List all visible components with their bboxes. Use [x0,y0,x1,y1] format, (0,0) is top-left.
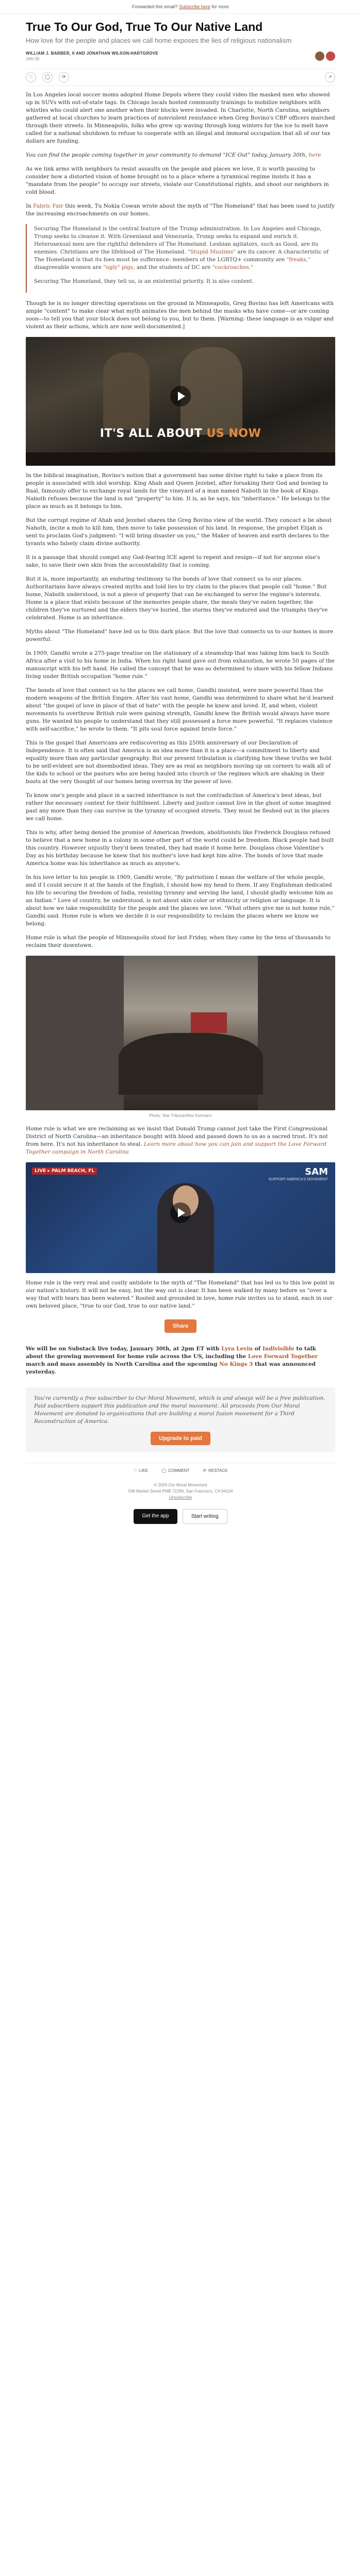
article [26,20,335,1524]
channel-logo-sub: SUPPORT AMERICA'S MOVEMENT [268,1178,328,1181]
restack-icon[interactable]: ⟳ [59,72,69,82]
paragraph: But it is, more importantly, an enduring testimony to the bonds of love that connect us to our places. Authoritarians have always created myths and told lies to try claim to the places that people call "home." But home, Naboth understood, is not a piece of property that can be exchanged to serve the regime's interests. Home is a place that exists because of the memories people share, the meals they've eaten together, the children they've nurtured and the elders they've buried, the storms they've endured and the triumphs they've celebrated. Home is an inheritance. [26,576,328,621]
play-icon[interactable] [170,1202,191,1223]
paragraph: But the corrupt regime of Ahab and Jezebel shares the Greg Bovino view of the world. They concoct a lie about Naboth, incite a mob to kill him, then move to take possession of his land. In response, the prophet Elijah is sent to proclaim God's judgment: "I will bring disaster on you," the Maker of heaven and earth declares to the tyrants who falsely claim divine authority. [26,517,332,547]
comment-icon[interactable]: ◯ [42,72,53,82]
paragraph-text: that was announced yesterday. [26,1361,316,1375]
publish-date: JAN 30 [26,57,40,61]
article-title[interactable]: True To Our God, True To Our Native Land [26,20,263,33]
quote-text: and the students of DC are [136,264,211,270]
quote-text: disagreeable women are [34,264,102,270]
share-icon[interactable]: ↗ [325,72,335,82]
video-figure [180,347,242,435]
paragraph-text: Home rule is what we are reclaiming as we insist that Donald Trump cannot just take the First Congressional District of North Carolina—an inheritance bought with blood and passed down to us as a sacred trust. It's not from here. It's not his inheritance to steal. [26,1126,328,1147]
paragraph [26,151,335,159]
minneapolis-photo[interactable] [26,956,335,1110]
subscribe-link[interactable]: Subscribe here [179,4,210,9]
photo-crowd [119,1033,263,1095]
photo-flag [191,1012,227,1033]
paragraph-text: march and mass assembly in North Carolina and the upcoming [26,1361,218,1367]
like-action[interactable] [134,1468,149,1473]
paragraph-text: to talk about the growing movement for home rule across the US, including the [26,1346,316,1360]
forward-text: Forwarded this email? [132,4,178,9]
paragraph-text: In [26,203,31,209]
app-bar [26,1509,335,1524]
quote-text: Securing The Homeland is the central feature of the Trump administration. In Los Angeles and Chicago, Trump seeks to cleanse it. With Greenland and Venezuela, Trump seeks to expand and enrich it. Heterosexual men are the rightful defenders of The Homeland. Lesbian agitators, such as Good, are its enemies. Christians are the lifeblood of The Homeland. [34,226,322,255]
paragraph-text: We will be on Substack live today, January 30th, at 2pm ET with [26,1346,220,1352]
paragraph: Though he is no longer directing operations on the ground in Minneapolis, Greg Bovino has left Americans with ample "content" to make clear what myth animates the men behind the masks who have come—or are coming soon—to tell you that your block does not belong to you, but to them. [Warning: these language is as vulgar and violent as their actions, which are now well-documented.] [26,300,334,330]
byline [26,51,335,61]
heart-icon: ♡ [133,1468,137,1473]
paragraph: Home rule is the very real and costly antidote to the myth of "The Homeland" that has led us to this low point in our nation's history. It will not be easy, but the way out is clear. It has been walked by many before us "over a way that with tears has been watered." Rooted and grounded in love, home rule invites us to stand, each in our own beloved place, "true to our God, true to our native land." [26,1280,335,1309]
paragraph: To know one's people and place in a sacred inheritance is not the contradiction of America's best ideas, but rather the necessary context for their fulfillment. Liberty and justice cannot live in the ghost of some imagined past any more than they can survive in the tyranny of occupied streets. They must be fleshed out in the places we call home. [26,792,331,822]
paragraph: In Los Angeles local soccer moms adopted Home Depots where they could video the masked men who showed up in SUVs with out-of-state tags. In Chicago locals hosted community trainings to mobilize neighbors with whistles who could alert one another when their blocks were invaded. In Charlotte, North Carolina, neighbors gathered at local churches to learn practices of nonviolent resistance when Greg Bovino's CBP officers marched through their streets. In Minneapolis, folks who grew up waving through long winters for the ice to melt have called for a national shutdown to refuse to cooperate with an illegal and immoral occupation that all of our tax dollars are funding. [26,92,335,144]
quote-link[interactable]: "Stupid Muslims" [187,249,236,255]
article-subtitle: How love for the people and places we call home exposes the lies of religious nationalism [26,37,292,44]
paragraph: Myths about "The Homeland" have led us to this dark place. But the love that connects us to our homes is more powerful. [26,629,334,642]
video-caption-part: IT'S ALL ABOUT [100,427,203,440]
video-stripe [26,452,335,466]
quote-text: are its cancer. A characteristic of The Homeland is that its foes must be sufferance: members of the LGBTQ+ community are [34,249,329,263]
comment-label: COMMENT [168,1468,190,1473]
address: 548 Market Street PMB 72296, San Francisco, CA 94104 [128,1489,233,1494]
photo-building [258,956,335,1110]
indivisible-link[interactable]: Indivisible [262,1346,294,1352]
paragraph-text: of [254,1346,261,1352]
get-app-button[interactable]: Get the app [134,1509,177,1524]
quote-paragraph: Securing The Homeland, they tell us, is an existential priority. It is also content. [34,278,254,284]
restack-action[interactable] [203,1468,227,1473]
forward-banner [0,0,361,14]
campaign-link[interactable]: Learn more about how you can join and support the Love Forward Together campaign in North Carolina [26,1141,327,1155]
unsubscribe-link[interactable]: Unsubscribe [169,1495,192,1500]
paragraph: In his love letter to his people in 1909, Gandhi wrote, "By patriotism I mean the welfare of the whole people, and if I could secure it at the hands of the English, I should bow my head to them. If any Englishman dedicated his life to securing the freedom of India, resisting tyranny and serving the land, I should gladly welcome him as an Indian." Love of country, he understood, is not about skin color or ethnicity or religion or language. It is about how we take responsibility for the people and the places we love. "What others give me is not home rule," Gandhi said. Home rule is when we decide it is our responsibility to reclaim the places where we know we belong. [26,874,335,927]
comment-action[interactable] [161,1468,189,1473]
quote-link[interactable]: "cockroaches." [212,264,253,270]
subscribe-text: You're currently a free subscriber to Our Moral Movement, which is and always will be a free publication. Paid subscribers support this publication and the moral movement. All proceeds from Our Moral Movement are donated to organizations that are building a moral fusion movement for a Third Reconstruction of America. [34,1395,325,1425]
footer-actions [26,1463,335,1478]
paragraph: It is a passage that should compel any God-fearing ICE agent to repent and resign—if not for anyone else's sake, to save their own skin from the accountability that is coming. [26,554,320,568]
quote-link[interactable]: "ugly" pigs, [103,264,135,270]
channel-logo: SAM [305,1166,328,1177]
share-area [26,1319,335,1333]
restack-label: RESTACK [208,1468,228,1473]
photo-caption: Photo: Star Tribune/Alex Kormann [149,1113,212,1118]
quote-link[interactable]: "freaks," [286,257,310,263]
restack-icon: ⟳ [203,1468,207,1473]
video-caption-overlay [26,427,335,440]
embedded-video[interactable] [26,337,335,466]
lyra-levin-link[interactable]: Lyra Levin [221,1346,253,1352]
no-kings-link[interactable]: No Kings 3 [219,1361,253,1367]
share-button[interactable]: Share [165,1319,197,1333]
video-caption-highlight: US NOW [206,427,261,440]
start-writing-button[interactable]: Start writing [183,1509,227,1524]
avatar[interactable] [326,52,335,61]
paragraph: The bonds of love that connect us to the places we call home, Gandhi insisted, were more powerful than the modern weapons of the British Empire. After his vast home, Gandhi was determined to share what he'd learned about "the gospel of love in place of that of hate" with the people he knew and loved. If, and when, violent movements to overthrow British rule were gaining strength, Gandhi knew the British would always have more guns. He wanted his people to understand that they still possessed a force more powerful. "It replaces violence with self-sacrifice," he wrote to them. "It pits soul force against brute force." [26,687,334,732]
paragraph [26,1345,335,1376]
blockquote [26,224,335,293]
paragraph [26,202,335,218]
comment-icon: ◯ [161,1468,167,1473]
upgrade-button[interactable]: Upgrade to paid [151,1432,210,1445]
heart-icon[interactable]: ♡ [26,72,36,82]
photo-building [26,956,124,1110]
subscribe-box [26,1387,335,1452]
like-label: LIKE [139,1468,149,1473]
paragraph: This is why, after being denied the promise of American freedom, abolitionists like Frederick Douglass refused to believe that a new home in a colony in some other part of the world could be freedom. Black people had built this country. However unjustly they'd been treated, they had made it home here. Douglass chose Valentine's Day as his birthday because he knew that his mother's love had kept him alive. The bonds of love that made America home was his inheritance as much as anyone's. [26,829,334,867]
quote-paragraph [34,225,335,272]
legal-footer [26,1482,335,1501]
copyright: © 2026 Our Moral Movement [154,1483,207,1487]
video-figure [103,352,150,430]
paragraph: In the biblical imagination, Bovino's notion that a government has some divine right to take a place from its people is associated with idol worship. King Ahab and Queen Jezebel, after forsaking their God and bowing to Baal, famously offer to exchange royal lands for the vineyard of a man named Naboth in the book of Kings. Naboth refuses because the land is not "property" to him. It is, as he says, his "inheritance." He belongs to the place as much as it belongs to him. [26,472,330,510]
fabric-fair-link[interactable]: Fabric Fair [33,203,63,209]
love-forward-link[interactable]: Love Forward Together [248,1353,318,1360]
live-badge: LIVE ▸ PALM BEACH, FL [32,1167,97,1175]
avatar[interactable] [315,52,324,61]
forward-suffix: for more [211,4,229,9]
paragraph: Home rule is what the people of Minneapolis stood for last Friday, when they came by the tens of thousands to reclaim their downtown. [26,935,331,948]
paragraph: As we link arms with neighbors to resist assaults on the people and places we love, it is worth pausing to consider how a distorted vision of home brought us to a place where a tyrannical regime insists it has a "mandate from the people" to occupy our streets, violate our Constitutional rights, and shoot our neighbors in cold blood. [26,166,329,195]
paragraph: In 1909, Gandhi wrote a 275-page treatise on the stationary of a steamship that was taking him back to South Africa after a visit to his home in India. When his right hand gave out from exhaustion, he wrote 50 pages of the manuscript with his left hand. He called the concept that he was so determined to share with his fellow Indians living under British occupation "home rule." [26,650,335,680]
paragraph-text: this week, Tu Nokia Cowan wrote about the myth of "The Homeland" that has been used to justify the increasing encroachments on our homes. [26,203,335,217]
embedded-video[interactable] [26,1162,335,1273]
paragraph: This is the gospel that Americans are rediscovering as this 250th anniversary of our Declaration of Independence. It is often said that America is an idea more than it is a place—a commitment to liberty and equality more than any particular geography. But our present tribulation is clarifying how these truths we hold to be self-evident are not disembodied ideas. They are as real as neighbors moving up on corners to walk all of the kids to school or the pastors who are being hauled into church or the regimes which are shaking in their boots at the very thought of our homes being overrun by the power of love. [26,740,332,785]
play-icon[interactable] [170,386,191,406]
author-avatars[interactable] [315,52,335,61]
authors[interactable]: WILLIAM J. BARBER, II AND JONATHAN WILSON-HARTGROVE [26,51,159,56]
paragraph [26,1125,335,1156]
paragraph-text: You can find the people coming together in your community to demand "ICE Out" today, January 30th, [26,152,307,158]
here-link[interactable]: here [308,152,321,158]
post-actions [26,69,335,86]
